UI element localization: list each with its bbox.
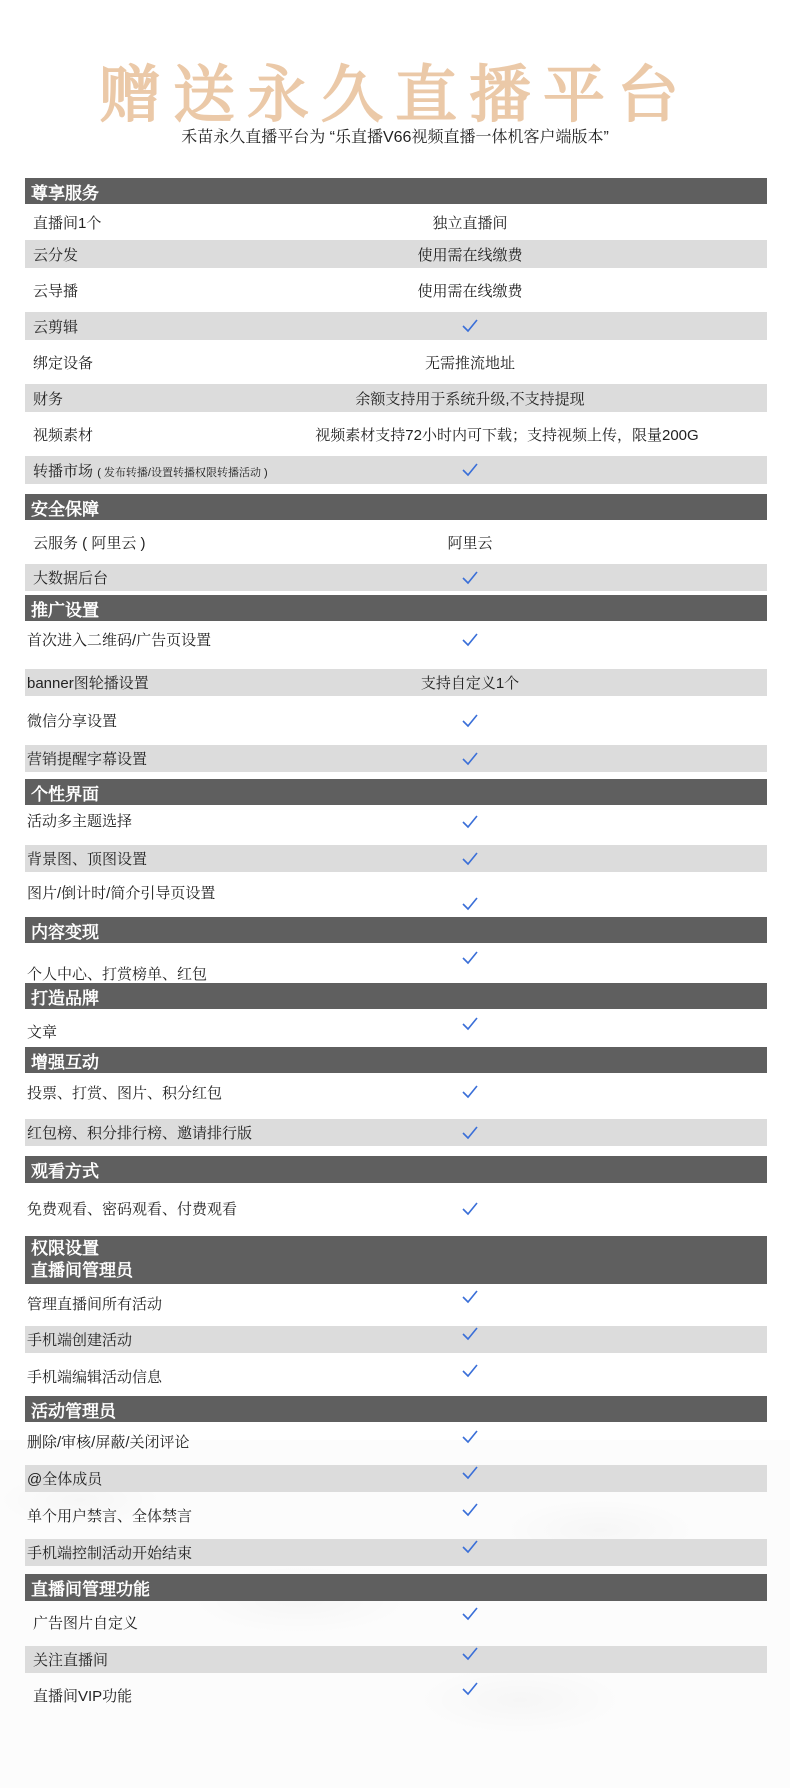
row-value: 阿里云 xyxy=(447,534,493,552)
check-icon xyxy=(462,319,478,333)
section-title: 权限设置 xyxy=(31,1239,99,1258)
row-label: @全体成员 xyxy=(27,1471,103,1488)
table-row xyxy=(25,1646,767,1673)
check-icon xyxy=(462,633,478,647)
row-label: 云导播 xyxy=(33,282,79,300)
section-header: 打造品牌 xyxy=(25,983,767,1009)
section-header: 观看方式 xyxy=(25,1156,767,1183)
table-row xyxy=(25,805,767,835)
page-subtitle: 禾苗永久直播平台为 “乐直播V66视频直播一体机客户端版本” xyxy=(181,129,609,146)
check-icon xyxy=(462,1682,478,1696)
row-label: 文章 xyxy=(27,1024,58,1041)
table-row xyxy=(25,1363,767,1390)
check-icon xyxy=(462,1647,478,1661)
row-label: 云分发 xyxy=(33,246,79,264)
check-icon xyxy=(462,1085,478,1099)
row-label: banner图轮播设置 xyxy=(27,675,149,692)
row-label: 手机端控制活动开始结束 xyxy=(27,1545,193,1562)
check-icon xyxy=(462,571,478,585)
row-label: 视频素材 xyxy=(33,426,94,444)
section-header: 活动管理员 xyxy=(25,1396,767,1422)
row-label: 云服务 ( 阿里云 ) xyxy=(33,534,146,552)
check-icon xyxy=(462,1364,478,1378)
row-label: 手机端编辑活动信息 xyxy=(27,1369,163,1386)
check-icon xyxy=(462,1466,478,1480)
row-label: 投票、打赏、图片、积分红包 xyxy=(27,1084,223,1102)
row-label: 免费观看、密码观看、付费观看 xyxy=(27,1201,238,1218)
check-icon xyxy=(462,852,478,866)
check-icon xyxy=(462,714,478,728)
row-label: 绑定设备 xyxy=(33,354,94,372)
row-label: 单个用户禁言、全体禁言 xyxy=(27,1508,193,1525)
check-icon xyxy=(462,1327,478,1341)
row-label-note: ( 发布转播/设置转播权限转播活动 ) xyxy=(97,466,268,479)
table-row xyxy=(25,1183,767,1234)
check-icon xyxy=(462,1503,478,1517)
table-row xyxy=(25,1073,767,1111)
row-value: 使用需在线缴费 xyxy=(417,282,523,300)
row-label: 直播间VIP功能 xyxy=(33,1688,133,1705)
check-icon xyxy=(462,1607,478,1621)
check-icon xyxy=(462,1290,478,1304)
row-label: 管理直播间所有活动 xyxy=(27,1295,163,1313)
check-icon xyxy=(462,1430,478,1444)
section-header: 个性界面 xyxy=(25,779,767,805)
check-icon xyxy=(462,1126,478,1140)
check-icon xyxy=(462,1017,478,1031)
table-row xyxy=(25,1682,767,1709)
table-row xyxy=(25,1465,767,1492)
table-row xyxy=(25,520,767,564)
table-row xyxy=(25,456,767,484)
check-icon xyxy=(462,897,478,911)
table-row xyxy=(25,669,767,696)
section-header: 安全保障 xyxy=(25,494,767,520)
check-icon xyxy=(462,951,478,965)
row-label: 广告图片自定义 xyxy=(33,1614,139,1632)
row-value: 使用需在线缴费 xyxy=(417,246,523,264)
row-label: 删除/审核/屏蔽/关闭评论 xyxy=(27,1433,190,1451)
section-header: 直播间管理功能 xyxy=(25,1574,767,1601)
table-row xyxy=(25,348,767,376)
row-label: 大数据后台 xyxy=(33,570,109,587)
row-label: 手机端创建活动 xyxy=(27,1332,133,1349)
feature-table xyxy=(25,178,767,1709)
row-label: 个人中心、打赏榜单、红包 xyxy=(27,966,208,983)
table-row xyxy=(25,1284,767,1322)
table-row xyxy=(25,1009,767,1044)
check-icon xyxy=(462,1540,478,1554)
table-row xyxy=(25,1601,767,1643)
row-label: 红包榜、积分排行榜、邀请排行版 xyxy=(27,1125,253,1142)
section-header: 尊享服务 xyxy=(25,178,767,204)
table-row xyxy=(25,1539,767,1566)
row-label: 直播间1个 xyxy=(33,214,102,232)
row-label xyxy=(33,460,268,481)
row-label: 活动多主题选择 xyxy=(27,812,133,830)
row-label-text: 转播市场 xyxy=(33,462,94,480)
row-label: 背景图、顶图设置 xyxy=(27,851,148,868)
row-value: 无需推流地址 xyxy=(424,354,516,372)
check-icon xyxy=(462,463,478,477)
row-label: 图片/倒计时/简介引导页设置 xyxy=(27,885,216,902)
table-row xyxy=(25,384,767,412)
row-label: 微信分享设置 xyxy=(27,713,118,730)
row-label: 首次进入二维码/广告页设置 xyxy=(27,632,212,649)
section-header: 增强互动 xyxy=(25,1047,767,1073)
row-label: 营销提醒字幕设置 xyxy=(27,751,148,768)
table-row xyxy=(25,845,767,872)
section-header xyxy=(25,1236,767,1284)
table-row xyxy=(25,312,767,340)
row-value: 独立直播间 xyxy=(432,214,508,232)
table-row xyxy=(25,1119,767,1146)
table-row xyxy=(25,707,767,734)
row-value: 视频素材支持72小时内可下载；支持视频上传，限量200G xyxy=(315,426,699,444)
table-row xyxy=(25,1326,767,1353)
table-row xyxy=(25,882,767,915)
check-icon xyxy=(462,1202,478,1216)
table-row xyxy=(25,745,767,772)
table-row xyxy=(25,204,767,240)
table-row xyxy=(25,240,767,268)
row-label: 财务 xyxy=(33,390,64,408)
check-icon xyxy=(462,815,478,829)
section-subtitle: 直播间管理员 xyxy=(31,1261,133,1280)
check-icon xyxy=(462,752,478,766)
table-row xyxy=(25,943,767,983)
page-title: 赠送永久直播平台 xyxy=(98,58,691,131)
table-row xyxy=(25,564,767,591)
row-label: 关注直播间 xyxy=(33,1652,109,1669)
row-value: 支持自定义1个 xyxy=(420,675,520,692)
table-row xyxy=(25,1422,767,1460)
row-label: 云剪辑 xyxy=(33,318,79,336)
table-row xyxy=(25,1502,767,1529)
section-header: 推广设置 xyxy=(25,595,767,621)
section-header: 内容变现 xyxy=(25,917,767,943)
row-value: 余额支持用于系统升级,不支持提现 xyxy=(355,390,585,408)
table-row xyxy=(25,276,767,304)
table-row xyxy=(25,420,767,448)
table-row xyxy=(25,621,767,658)
